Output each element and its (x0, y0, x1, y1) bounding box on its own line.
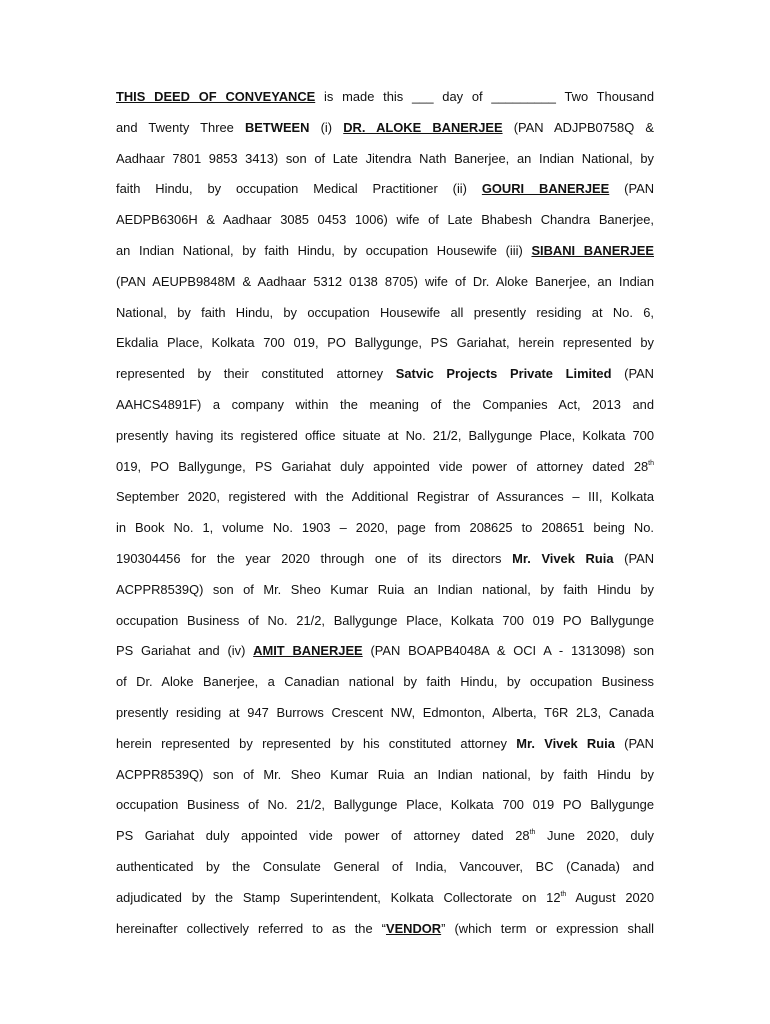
line-text: PS Gariahat and (iv) (116, 643, 254, 659)
document-line (116, 612, 654, 630)
line-text: represented by their constituted attorney (116, 366, 396, 382)
document-line (116, 150, 654, 168)
document-line (116, 673, 654, 691)
document-line (116, 796, 654, 814)
document-line (116, 119, 654, 137)
emphasized-text: GOURI BANERJEE (481, 181, 610, 197)
line-text: of Dr. Aloke Banerjee, a Canadian national by faith Hindu, by occupation Business (116, 674, 654, 690)
document-line (116, 581, 654, 599)
line-text: adjudicated by the Stamp Superintendent, Kolkata Collectorate on 12 (116, 889, 561, 905)
document-line (116, 88, 654, 106)
document-line (116, 396, 654, 414)
line-text: Aadhaar 7801 9853 3413) son of Late Jitendra Nath Banerjee, an Indian National, by (116, 150, 654, 166)
line-text: AEDPB6306H & Aadhaar 3085 0453 1006) wife of Late Bhabesh Chandra Banerjee, (116, 212, 654, 228)
document-line (116, 889, 654, 907)
emphasized-text: Mr. Vivek Ruia (512, 551, 614, 566)
ordinal-suffix: th (560, 890, 567, 898)
document-line (116, 334, 654, 352)
document-line (116, 766, 654, 784)
line-text: Ekdalia Place, Kolkata 700 019, PO Ballygunge, PS Gariahat, herein represented by (116, 335, 654, 351)
line-text: (PAN (613, 551, 655, 566)
document-line (116, 365, 654, 383)
document-line (116, 519, 654, 537)
emphasized-text: DR. ALOKE BANERJEE (343, 119, 503, 135)
emphasized-text: SIBANI BANERJEE (531, 243, 654, 258)
line-text: PS Gariahat duly appointed vide power of attorney dated 28 (116, 828, 530, 844)
document-line (116, 858, 654, 876)
ordinal-suffix: th (529, 829, 536, 837)
line-text: AAHCS4891F) a company within the meaning of the Companies Act, 2013 and (116, 397, 654, 412)
line-text: (PAN (609, 181, 654, 197)
line-text: and Twenty Three (116, 119, 245, 135)
document-line (116, 458, 654, 476)
emphasized-text: BETWEEN (245, 119, 310, 135)
document-line (116, 273, 654, 291)
document-line (116, 488, 654, 506)
emphasized-text: AMIT BANERJEE (253, 643, 363, 659)
document-line (116, 180, 654, 198)
emphasized-text: THIS DEED OF CONVEYANCE (116, 89, 316, 104)
line-text: is made this ___ day of _________ Two Thousand (315, 89, 655, 104)
document-line (116, 550, 654, 568)
emphasized-text: VENDOR (385, 920, 442, 936)
line-text: (PAN (611, 366, 654, 382)
line-text: presently having its registered office situate at No. 21/2, Ballygunge Place, Kolkata 700 (116, 427, 654, 443)
line-text: 019, PO Ballygunge, PS Gariahat duly appointed vide power of attorney dated 28 (116, 458, 649, 474)
line-text: hereinafter collectively referred to as the “ (116, 920, 386, 936)
line-text: in Book No. 1, volume No. 1903 – 2020, page from 208625 to 208651 being No. (116, 520, 654, 536)
line-text: National, by faith Hindu, by occupation Housewife all presently residing at No. 6, (116, 304, 654, 320)
document-line (116, 735, 654, 753)
line-text: August 2020 (566, 889, 654, 905)
line-text: (i) (309, 119, 344, 135)
emphasized-text: Mr. Vivek Ruia (516, 735, 615, 751)
emphasized-text: Satvic Projects Private Limited (395, 366, 612, 382)
line-text: an Indian National, by faith Hindu, by occupation Housewife (iii) (116, 243, 532, 258)
line-text: (PAN ADJPB0758Q & (502, 119, 654, 135)
document-line (116, 642, 654, 660)
document-line (116, 827, 654, 845)
line-text: (PAN (614, 735, 654, 751)
line-text: occupation Business of No. 21/2, Ballygunge Place, Kolkata 700 019 PO Ballygunge (116, 612, 654, 628)
line-text: June 2020, duly (535, 828, 654, 844)
line-text: authenticated by the Consulate General of India, Vancouver, BC (Canada) and (116, 859, 654, 874)
line-text: herein represented by represented by his constituted attorney (116, 735, 517, 751)
line-text: ACPPR8539Q) son of Mr. Sheo Kumar Ruia an Indian national, by faith Hindu by (116, 581, 654, 597)
document-line (116, 242, 654, 260)
line-text: 190304456 for the year 2020 through one of its directors (116, 551, 513, 566)
document-line (116, 211, 654, 229)
line-text: faith Hindu, by occupation Medical Practitioner (ii) (116, 181, 482, 197)
document-line (116, 427, 654, 445)
ordinal-suffix: th (648, 459, 654, 467)
line-text: ACPPR8539Q) son of Mr. Sheo Kumar Ruia an Indian national, by faith Hindu by (116, 766, 654, 782)
document-line (116, 704, 654, 722)
line-text: September 2020, registered with the Additional Registrar of Assurances – III, Kolkata (116, 489, 654, 505)
document-line (116, 920, 654, 938)
line-text: presently residing at 947 Burrows Crescent NW, Edmonton, Alberta, T6R 2L3, Canada (116, 705, 654, 720)
line-text: occupation Business of No. 21/2, Ballygunge Place, Kolkata 700 019 PO Ballygunge (116, 797, 654, 813)
document-line (116, 304, 654, 322)
line-text: ” (which term or expression shall (441, 920, 655, 936)
line-text: (PAN BOAPB4048A & OCI A - 1313098) son (362, 643, 654, 659)
line-text: (PAN AEUPB9848M & Aadhaar 5312 0138 8705) wife of Dr. Aloke Banerjee, an Indian (116, 273, 654, 289)
